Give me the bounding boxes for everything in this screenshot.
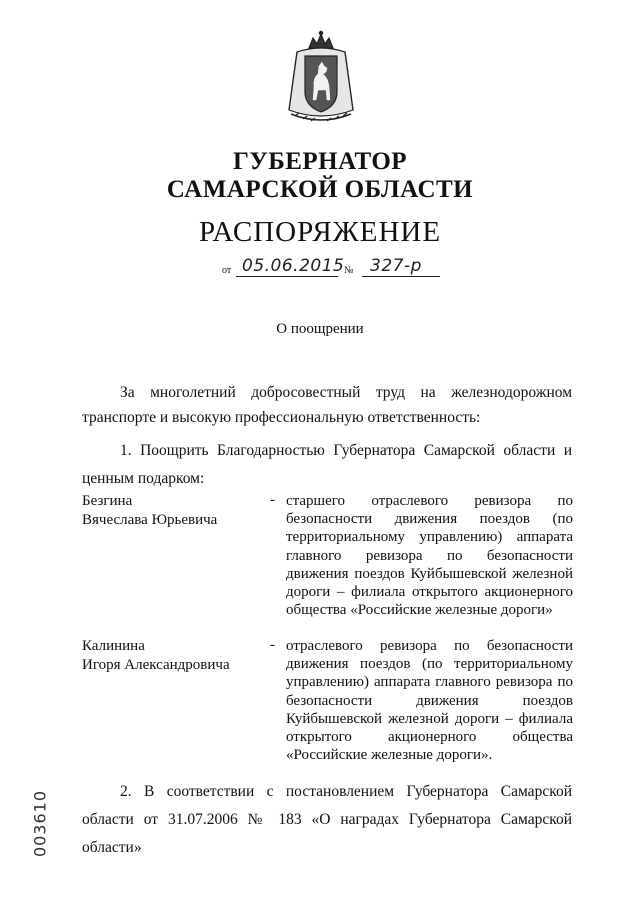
date-underline — [236, 276, 338, 277]
document-type: РАСПОРЯЖЕНИЕ — [198, 216, 442, 248]
point-1-paragraph: 1. Поощрить Благодарностью Губернатора Самарской области и ценным подарком: — [82, 442, 572, 487]
recipient-surname: Калинина — [82, 638, 145, 654]
title-governor: ГУБЕРНАТОР — [232, 148, 408, 175]
handwritten-date: 05.06.2015 — [242, 256, 345, 276]
recipient-dash: - — [270, 492, 275, 508]
point-2-paragraph: 2. В соответствии с постановлением Губернатора Самарской области от 31.07.2006 № 183 «О наградах Губернатора Самарской области» — [82, 783, 572, 856]
intro-paragraph: За многолетний добросовестный труд на железнодорожном транспорте и высокую профессиональную ответственность: — [82, 384, 572, 426]
recipient-description: старшего отраслевого ревизора по безопасности движения поездов (по территориальному управлению) аппарата главного ревизора по безопасности движения поездов Куйбышевской железной дороги – филиала открытого акционерного общества «Российские железные дороги» — [286, 493, 573, 619]
serial-stamp — [20, 774, 60, 874]
recipient-dash: - — [270, 637, 275, 653]
recipient-name — [82, 637, 262, 675]
recipient-given-names: Вячеслава Юрьевича — [82, 512, 218, 528]
handwritten-number: 327-р — [370, 256, 422, 276]
recipient-name — [82, 492, 262, 530]
document-subject: О поощрении — [276, 321, 364, 337]
title-region: САМАРСКОЙ ОБЛАСТИ — [166, 176, 474, 203]
recipient-given-names: Игоря Александровича — [82, 657, 230, 673]
coat-of-arms-emblem — [283, 30, 359, 126]
date-number-line — [222, 256, 452, 280]
number-underline — [362, 276, 440, 277]
serial-stamp-number: 003610 — [30, 789, 50, 858]
number-label: № — [344, 265, 354, 276]
from-label: от — [222, 265, 232, 276]
recipient-description: отраслевого ревизора по безопасности движения поездов (по территориальному управлению) аппарата главного ревизора по безопасности движения поездов Куйбышевской железной дороги – филиала открытого акционерного общества «Российские железные дороги». — [286, 638, 573, 764]
recipient-surname: Безгина — [82, 493, 133, 509]
